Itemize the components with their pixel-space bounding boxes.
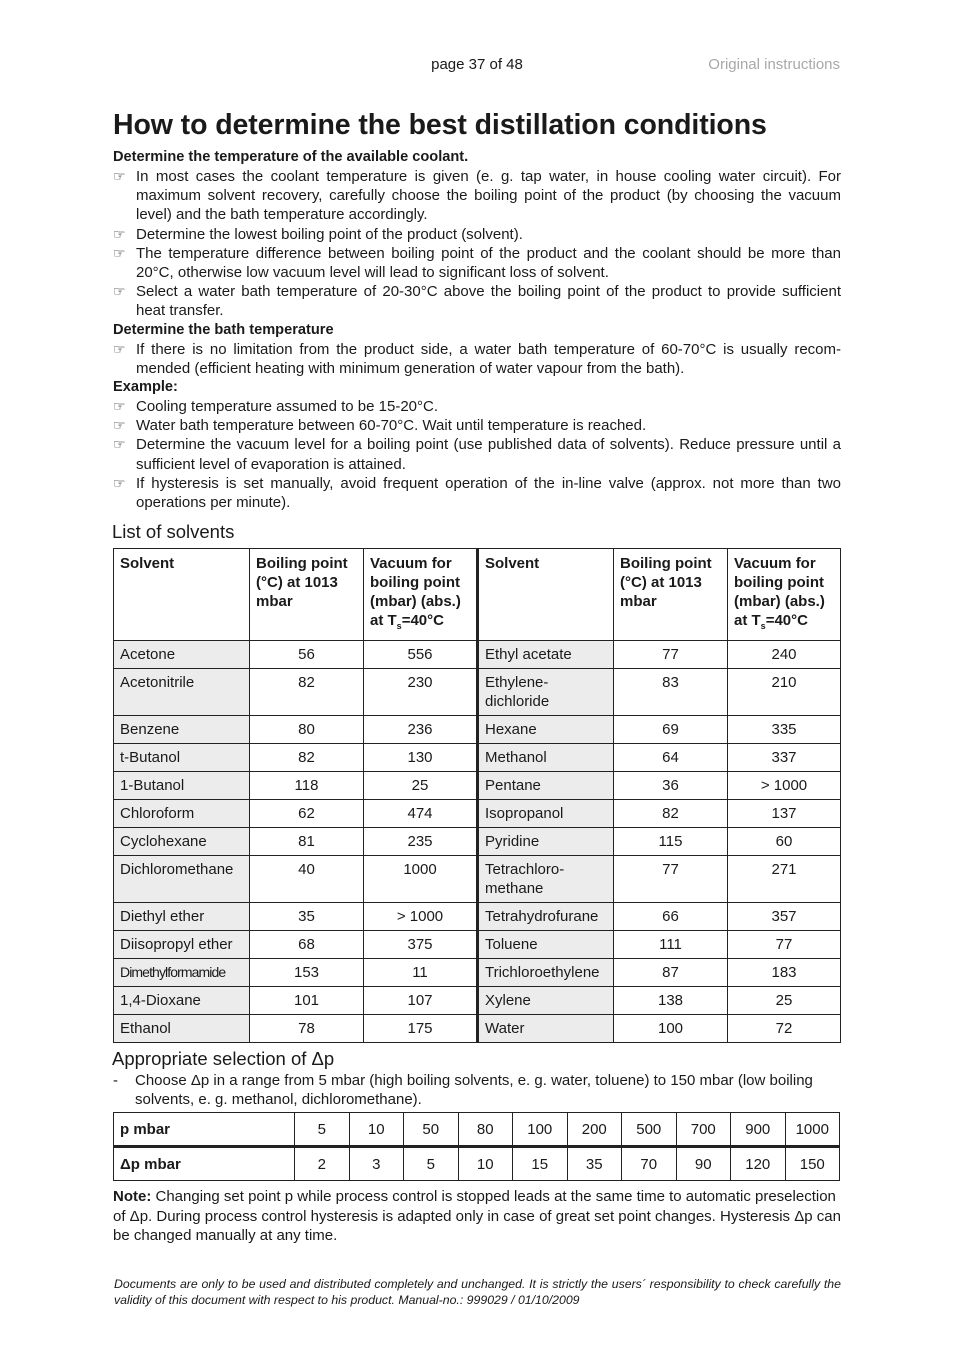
table-cell: 335	[728, 716, 841, 744]
pointing-hand-icon: ☞	[113, 417, 126, 434]
table-cell: Dimethylformamide	[114, 959, 250, 987]
table-cell: 70	[622, 1147, 677, 1181]
table-cell: Pyridine	[478, 828, 614, 856]
table-cell: 230	[364, 669, 478, 716]
pointing-hand-icon: ☞	[113, 244, 126, 261]
table-cell: 82	[250, 744, 364, 772]
example-heading: Example:	[113, 379, 178, 396]
table-cell: 235	[364, 828, 478, 856]
table-cell: Chloroform	[114, 800, 250, 828]
table-cell: 153	[250, 959, 364, 987]
list-item: ☞ The temperature difference between boiling point of the product and the coolant should be more than 20°C, otherwise low vacuum level will lead to significant loss of solvent.	[113, 244, 841, 282]
example-list	[113, 397, 841, 512]
list-item: ☞ If there is no limitation from the product side, a water bath temperature of 60-70°C is usually recom-mended (efficient heating with minimum generation of water vapour from the bath).	[113, 340, 841, 377]
table-cell: t-Butanol	[114, 744, 250, 772]
note-paragraph	[113, 1187, 841, 1246]
table-cell: Ethanol	[114, 1015, 250, 1043]
pointing-hand-icon: ☞	[113, 225, 126, 242]
table-cell: 210	[728, 669, 841, 716]
table-cell: 107	[364, 987, 478, 1015]
table-row	[114, 669, 841, 716]
table-cell: 68	[250, 931, 364, 959]
table-cell: Water	[478, 1015, 614, 1043]
table-cell: 120	[731, 1147, 786, 1181]
pointing-hand-icon: ☞	[113, 283, 126, 300]
table-row	[114, 772, 841, 800]
table-cell: 83	[614, 669, 728, 716]
row-label: p mbar	[114, 1113, 295, 1147]
pointing-hand-icon: ☞	[113, 436, 126, 453]
delta-p-table	[113, 1112, 840, 1181]
table-row	[114, 903, 841, 931]
table-cell: 175	[364, 1015, 478, 1043]
table-cell: Tetrahydrofurane	[478, 903, 614, 931]
table-row	[114, 828, 841, 856]
column-header: Vacuum for boiling point (mbar) (abs.) at $T_s=40^\circ C$	[728, 549, 841, 641]
table-cell: 138	[614, 987, 728, 1015]
solvents-table-body	[114, 641, 841, 1043]
table-cell: 118	[250, 772, 364, 800]
table-cell: Acetone	[114, 641, 250, 669]
footer-disclaimer: Documents are only to be used and distributed completely and unchanged. It is strictly the users´ responsibility to check carefully the validity of this document with respect to his product. Manual-no.: 999029 / 01/10/2009	[114, 1277, 841, 1307]
table-cell: 90	[676, 1147, 731, 1181]
original-instructions-label: Original instructions	[708, 56, 840, 73]
table-cell: Toluene	[478, 931, 614, 959]
table-cell: 130	[364, 744, 478, 772]
table-cell: 1000	[364, 856, 478, 903]
table-cell: 240	[728, 641, 841, 669]
table-row	[114, 641, 841, 669]
table-row	[114, 800, 841, 828]
table-row	[114, 856, 841, 903]
table-row	[114, 1147, 840, 1181]
table-cell: 11	[364, 959, 478, 987]
table-cell: 60	[728, 828, 841, 856]
table-cell: Trichloroethylene	[478, 959, 614, 987]
coolant-list	[113, 167, 841, 321]
table-cell: 183	[728, 959, 841, 987]
table-cell: 3	[349, 1147, 404, 1181]
table-cell: 77	[614, 856, 728, 903]
table-row	[114, 959, 841, 987]
table-cell: Benzene	[114, 716, 250, 744]
bath-heading: Determine the bath temperature	[113, 321, 334, 338]
table-cell: 236	[364, 716, 478, 744]
list-item: ☞ Determine the lowest boiling point of the product (solvent).	[113, 225, 523, 243]
list-item: ☞ If hysteresis is set manually, avoid frequent operation of the in-line valve (approx. not more than two operations per minute).	[113, 474, 841, 512]
table-cell: Diisopropyl ether	[114, 931, 250, 959]
table-cell: 337	[728, 744, 841, 772]
table-cell: Dichloromethane	[114, 856, 250, 903]
column-header: Solvent	[114, 549, 250, 641]
table-cell: 101	[250, 987, 364, 1015]
table-cell: 10	[349, 1113, 404, 1147]
coolant-heading: Determine the temperature of the available coolant.	[113, 149, 469, 165]
list-item: ☞ In most cases the coolant temperature is given (e. g. tap water, in house cooling water circuit). For maximum solvent recovery, carefully choose the boiling point of the product (by choosing the vacuum level) and the bath temperature accordingly.	[113, 168, 841, 224]
table-cell: > 1000	[728, 772, 841, 800]
table-cell: 15	[513, 1147, 568, 1181]
column-header: Boiling point (°C) at 1013 mbar	[250, 549, 364, 641]
table-cell: 900	[731, 1113, 786, 1147]
table-cell: Tetrachloro-methane	[478, 856, 614, 903]
table-cell: 69	[614, 716, 728, 744]
table-cell: 64	[614, 744, 728, 772]
pointing-hand-icon: ☞	[113, 340, 126, 357]
main-content	[113, 108, 841, 1246]
table-cell: 357	[728, 903, 841, 931]
page-number: page 37 of 48	[431, 56, 523, 73]
table-cell: 56	[250, 641, 364, 669]
table-header-row	[114, 549, 841, 641]
row-label: Δp mbar	[114, 1147, 295, 1181]
table-cell: 80	[458, 1113, 513, 1147]
table-cell: 556	[364, 641, 478, 669]
table-cell: 82	[614, 800, 728, 828]
table-row	[114, 744, 841, 772]
table-cell: 2	[295, 1147, 350, 1181]
table-cell: Cyclohexane	[114, 828, 250, 856]
list-item: ☞ Water bath temperature between 60-70°C. Wait until temperature is reached.	[113, 417, 647, 435]
table-row	[114, 1015, 841, 1043]
table-cell: 87	[614, 959, 728, 987]
table-cell: 78	[250, 1015, 364, 1043]
table-cell: 5	[404, 1147, 459, 1181]
table-cell: 35	[567, 1147, 622, 1181]
table-row	[114, 987, 841, 1015]
table-cell: 72	[728, 1015, 841, 1043]
table-cell: 66	[614, 903, 728, 931]
note-text: Changing set point p while process control is stopped leads at the same time to automatic preselection of Δp. During process control hysteresis is adapted only in case of great set point changes. Hysteresis Δp can be changed manually at any time.	[113, 1188, 841, 1245]
table-cell: 111	[614, 931, 728, 959]
table-cell: 271	[728, 856, 841, 903]
table-cell: 500	[622, 1113, 677, 1147]
table-cell: Ethylene-dichloride	[478, 669, 614, 716]
table-cell: 375	[364, 931, 478, 959]
table-cell: 700	[676, 1113, 731, 1147]
solvents-heading: List of solvents	[112, 521, 235, 543]
table-cell: Xylene	[478, 987, 614, 1015]
table-cell: 1-Butanol	[114, 772, 250, 800]
list-item: ☞ Determine the vacuum level for a boiling point (use published data of solvents). Reduce pressure until a sufficient level of evaporation is attained.	[113, 436, 841, 473]
table-cell: 80	[250, 716, 364, 744]
table-cell: 10	[458, 1147, 513, 1181]
table-row	[114, 716, 841, 744]
table-cell: 200	[567, 1113, 622, 1147]
selection-text: - Choose Δp in a range from 5 mbar (high boiling solvents, e. g. water, toluene) to 150 mbar (low boiling solvents, e. g. methanol, dichloromethane).	[113, 1072, 813, 1109]
bath-list	[113, 340, 841, 378]
table-cell: 77	[614, 641, 728, 669]
note-label: Note:	[113, 1188, 152, 1206]
pointing-hand-icon: ☞	[113, 168, 126, 184]
table-cell: Ethyl acetate	[478, 641, 614, 669]
table-cell: 25	[364, 772, 478, 800]
table-cell: 1,4-Dioxane	[114, 987, 250, 1015]
column-header: Vacuum for boiling point (mbar) (abs.) at $T_s=40^\circ C$	[364, 549, 478, 641]
table-cell: 1000	[785, 1113, 840, 1147]
pointing-hand-icon: ☞	[113, 474, 126, 491]
list-item: ☞ Cooling temperature assumed to be 15-20°C.	[113, 398, 438, 416]
pointing-hand-icon: ☞	[113, 398, 126, 415]
table-cell: 150	[785, 1147, 840, 1181]
table-cell: Isopropanol	[478, 800, 614, 828]
table-cell: 40	[250, 856, 364, 903]
table-cell: 81	[250, 828, 364, 856]
table-row	[114, 931, 841, 959]
column-header: Boiling point (°C) at 1013 mbar	[614, 549, 728, 641]
table-cell: > 1000	[364, 903, 478, 931]
table-cell: Acetonitrile	[114, 669, 250, 716]
table-cell: 100	[614, 1015, 728, 1043]
table-cell: 115	[614, 828, 728, 856]
table-cell: 137	[728, 800, 841, 828]
page-title: How to determine the best distillation conditions	[113, 109, 767, 141]
table-cell: 474	[364, 800, 478, 828]
table-cell: Hexane	[478, 716, 614, 744]
table-cell: Methanol	[478, 744, 614, 772]
solvents-table	[113, 548, 841, 1043]
table-row	[114, 1113, 840, 1147]
column-header: Solvent	[478, 549, 614, 641]
list-item: ☞ Select a water bath temperature of 20-30°C above the boiling point of the product to provide sufficient heat transfer.	[113, 283, 841, 320]
table-cell: Pentane	[478, 772, 614, 800]
table-cell: 36	[614, 772, 728, 800]
table-cell: 62	[250, 800, 364, 828]
table-cell: 25	[728, 987, 841, 1015]
table-cell: 77	[728, 931, 841, 959]
table-cell: 35	[250, 903, 364, 931]
table-cell: Diethyl ether	[114, 903, 250, 931]
table-cell: 82	[250, 669, 364, 716]
selection-heading: Appropriate selection of Δp	[112, 1048, 335, 1070]
table-cell: 100	[513, 1113, 568, 1147]
table-cell: 5	[295, 1113, 350, 1147]
table-cell: 50	[404, 1113, 459, 1147]
